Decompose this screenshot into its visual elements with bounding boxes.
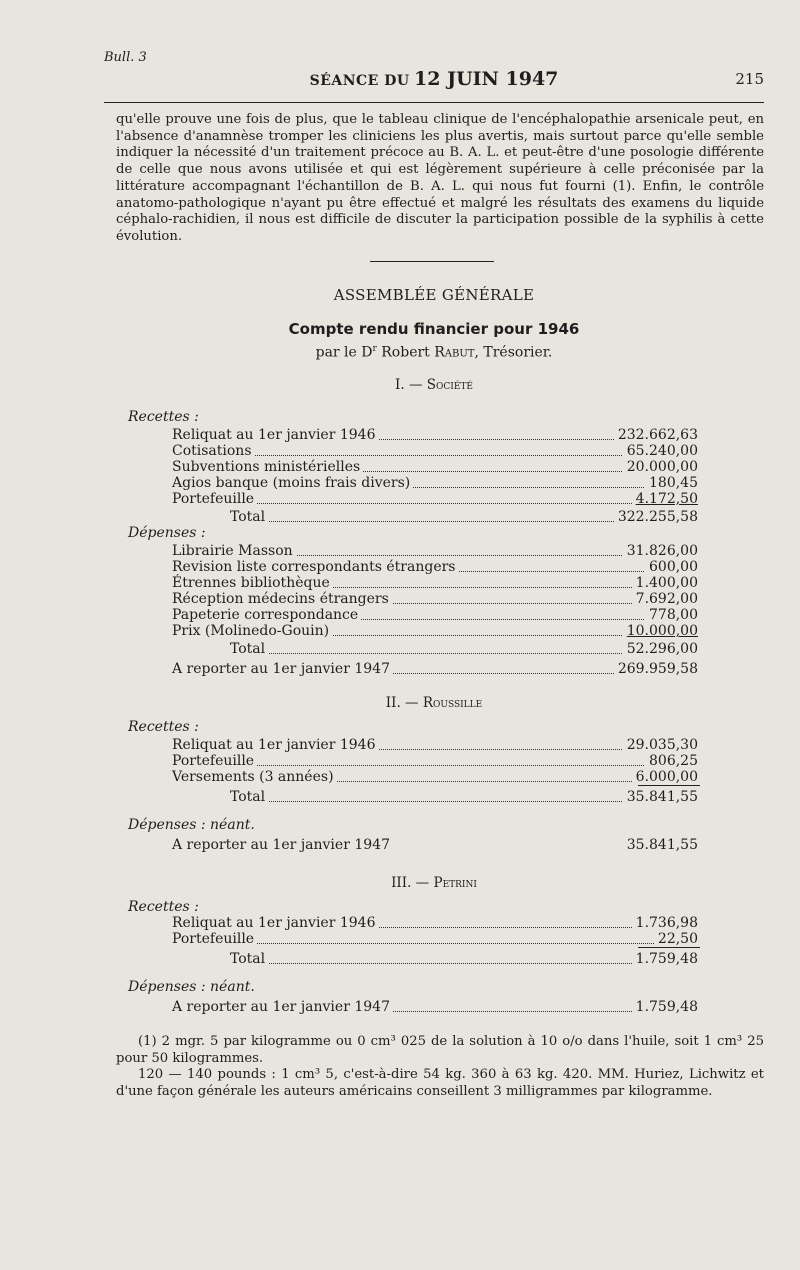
report-label: A reporter au 1er janvier 1947 [172,999,393,1015]
section-heading-roussille [104,695,764,711]
intro-paragraph [116,112,764,246]
report-row [172,661,698,679]
ledger-label: Reliquat au 1er janvier 1946 [172,915,378,931]
report-row [172,999,698,1017]
total-label: Total [230,789,268,805]
section-name: Roussille [422,695,483,711]
ledger-label: Portefeuille [172,491,257,507]
ledger-label: Réception médecins étrangers [172,591,392,607]
ledger-value: 600,00 [645,559,698,575]
total-value: 322.255,58 [614,509,698,525]
ledger-label: Reliquat au 1er janvier 1946 [172,427,378,443]
section-number: III. — [391,875,430,891]
section-name: Société [426,377,473,393]
section-heading-societe [104,377,764,393]
ledger-label: Versements (3 années) [172,769,337,785]
depenses-label: Dépenses : [128,525,206,541]
running-head: Bull. 3 [104,50,147,65]
ledger-value: 806,25 [645,753,698,769]
report-label: A reporter au 1er janvier 1947 [172,661,393,677]
section-name: Petrini [433,875,477,891]
section-number: I. — [395,377,423,393]
total-value: 52.296,00 [623,641,698,657]
report-value: 35.841,55 [623,837,698,853]
ledger-value: 65.240,00 [623,443,698,459]
ledger-value: 180,45 [645,475,698,491]
ledger-label: Papeterie correspondance [172,607,361,623]
sum-rule [638,947,700,948]
report-label: A reporter au 1er janvier 1947 [172,837,393,853]
ledger-value: 22,50 [654,931,698,947]
total-label: Total [230,951,268,967]
ledger-row [172,931,698,949]
footnotes [116,1034,764,1100]
author-prefix-sup: r [372,344,377,354]
ledger-row [172,623,698,641]
report-value: 269.959,58 [614,661,698,677]
section-divider [370,261,494,262]
ledger-value: 29.035,30 [623,737,698,753]
report-author [104,344,764,361]
depenses-neant: Dépenses : néant. [128,979,255,995]
report-row [172,837,698,855]
ledger-row [172,491,698,509]
header-title [104,68,764,90]
ledger-label: Portefeuille [172,931,257,947]
header-title-prefix: SÉANCE DU [309,73,410,89]
ledger-label: Portefeuille [172,753,257,769]
total-label: Total [230,641,268,657]
section-heading-petrini [104,875,764,891]
ledger-label: Étrennes bibliothèque [172,575,333,591]
ledger-value: 7.692,00 [632,591,698,607]
ledger-value: 1.736,98 [632,915,698,931]
author-prefix: par le D [315,344,373,361]
assembly-title: ASSEMBLÉE GÉNÉRALE [333,286,535,304]
ledger-value: 232.662,63 [614,427,698,443]
page-number: 215 [735,70,764,88]
author-role: , Trésorier. [474,344,553,361]
ledger-label: Librairie Masson [172,543,296,559]
ledger-total-row [230,951,698,969]
report-value: 1.759,48 [632,999,698,1015]
ledger-value: 778,00 [645,607,698,623]
ledger-label: Prix (Molinedo-Gouin) [172,623,332,639]
header-rule [104,102,764,103]
recettes-label: Recettes : [128,409,199,425]
ledger-label: Subventions ministérielles [172,459,363,475]
section-number: II. — [385,695,419,711]
ledger-total-row [230,789,698,807]
footnote-2: 120 — 140 pounds : 1 cm³ 5, c'est-à-dire 54 kg. 360 à 63 kg. 420. MM. Huriez, Lichwitz et d'une façon générale les auteurs américains conseillent 3 milligrammes par kilogramme. [116,1067,764,1099]
recettes-label: Recettes : [128,899,199,915]
recettes-label: Recettes : [128,719,199,735]
footnote-1: (1) 2 mgr. 5 par kilogramme ou 0 cm³ 025 de la solution à 10 o/o dans l'huile, soit 1 cm³ 25 pour 50 kilogrammes. [116,1034,764,1066]
total-label: Total [230,509,268,525]
ledger-label: Agios banque (moins frais divers) [172,475,413,491]
page-header [104,68,764,92]
ledger-value: 6.000,00 [632,769,698,785]
ledger-label: Revision liste correspondants étrangers [172,559,458,575]
total-value: 35.841,55 [623,789,698,805]
ledger-value: 31.826,00 [623,543,698,559]
author-last-name: Rabut [434,344,475,361]
sum-rule [638,785,700,786]
report-title: Compte rendu financier pour 1946 [288,320,580,338]
header-title-date: 12 JUIN 1947 [414,68,559,90]
depenses-neant: Dépenses : néant. [128,817,255,833]
ledger-value: 10.000,00 [623,623,698,639]
ledger-total-row [230,641,698,659]
ledger-value: 1.400,00 [632,575,698,591]
author-first-name: Robert [381,344,430,361]
intro-text: qu'elle prouve une fois de plus, que le tableau clinique de l'encéphalopathie arsenicale peut, en l'absence d'anamnèse tromper les cliniciens les plus avertis, mais surtout parce qu'elle semble indiquer la nécessité d'un traitement précoce au B. A. L. et peut-être d'une posologie différente de celle que nous avons utilisée et qui est légèrement supérieure à celle préconisée par la littérature accompagnant l'échantillon de B. A. L. qui nous fut fourni (1). Enfin, le contrôle anatomo-pathologique n'ayant pu être effectué et malgré les résultats des examens du liquide céphalo-rachidien, il nous est difficile de discuter la participation possible de la syphilis à cette évolution. [116,112,764,244]
ledger-label: Cotisations [172,443,255,459]
ledger-label: Reliquat au 1er janvier 1946 [172,737,378,753]
total-value: 1.759,48 [632,951,698,967]
ledger-value: 20.000,00 [623,459,698,475]
ledger-total-row [230,509,698,527]
ledger-value: 4.172,50 [632,491,698,507]
ledger-row [172,769,698,787]
